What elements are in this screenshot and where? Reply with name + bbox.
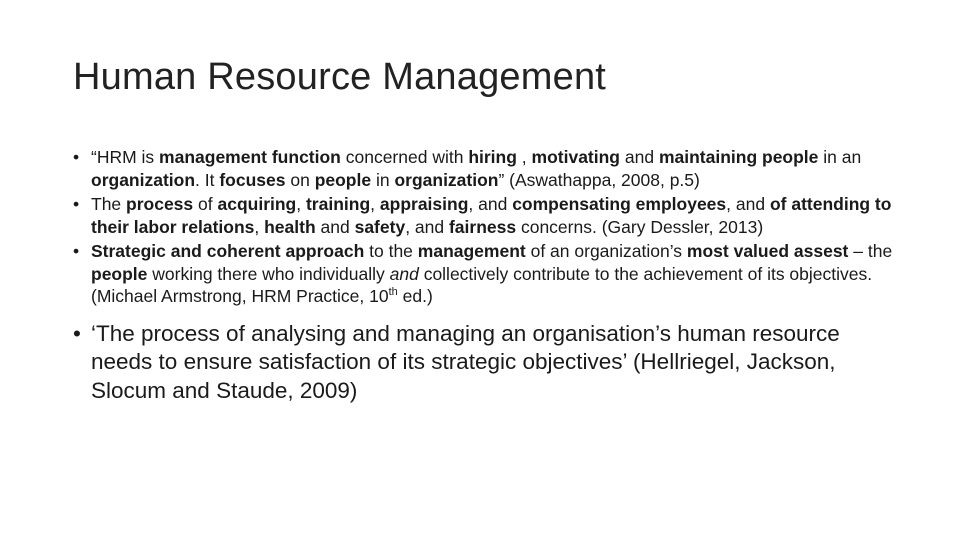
bullet-text-segment: ‘The process of analysing and managing an organisation’s human resource needs to ensure satisfaction of its strategic objectives’ (Hellriegel, Jackson, Slocum and Staude, 2009): [91, 320, 840, 403]
bullet-text-segment: to the: [364, 241, 418, 261]
bullet-text-segment: health: [264, 216, 316, 237]
bullet-item: [73, 146, 903, 191]
bullet-text-segment: and: [315, 216, 355, 237]
bullet-text-segment: , and: [405, 216, 449, 237]
bullet-text-segment: Strategic and coherent approach: [91, 241, 365, 261]
bullet-text-segment: hiring: [468, 147, 517, 167]
bullet-text-segment: “HRM is: [91, 147, 160, 167]
bullet-text-segment: of an organization’s: [525, 241, 687, 261]
bullet-text-segment: safety: [354, 216, 406, 237]
bullet-text-segment: people: [314, 169, 372, 190]
bullet-text-segment: of: [193, 194, 218, 214]
bullet-text-segment: process: [126, 194, 194, 214]
bullet-text-segment: working there who individually: [147, 263, 390, 284]
bullet-item: [73, 240, 903, 308]
bullet-text-segment: The: [91, 194, 127, 214]
bullet-text-segment: most valued assest: [686, 241, 849, 261]
bullet-text-segment: appraising: [379, 194, 469, 214]
bullet-text-segment: management function: [159, 147, 341, 167]
bullet-dot-icon: •: [73, 147, 80, 167]
bullet-text-segment: in: [371, 169, 395, 190]
bullet-text-segment: ,: [370, 194, 380, 214]
slide-title: Human Resource Management: [73, 56, 607, 98]
bullet-text-segment: fairness: [448, 216, 517, 237]
bullet-text-segment: motivating: [531, 147, 620, 167]
bullet-text-segment: of attending to their labor relations: [91, 194, 892, 237]
bullet-text-segment: ,: [516, 147, 532, 167]
bullet-text-segment: people: [91, 263, 148, 284]
bullet-dot-icon: •: [73, 241, 80, 261]
bullet-item: [73, 193, 903, 238]
bullet-text-segment: training: [305, 194, 371, 214]
bullet-text-segment: in an: [818, 147, 862, 167]
bullet-text-segment: collectively contribute to the achievement of its objectives. (Michael Armstrong, HRM Practice, 10: [91, 263, 873, 306]
bullet-text-segment: , and: [468, 194, 513, 214]
bullet-text-segment: focuses: [219, 169, 286, 190]
bullet-text-segment: organization: [394, 169, 499, 190]
bullet-text-segment: compensating employees: [512, 194, 727, 214]
bullet-text-segment: . It: [195, 169, 220, 190]
bullet-text-segment: – the: [848, 241, 893, 261]
bullet-item: [73, 320, 903, 406]
bullet-dot-icon: •: [73, 194, 80, 214]
bullet-list: [73, 146, 903, 405]
bullet-text-segment: management: [417, 241, 526, 261]
bullet-text-segment: , and: [726, 194, 770, 214]
bullet-text-segment: organization: [91, 169, 196, 190]
bullet-text-segment: ed.): [397, 286, 433, 306]
bullet-text-segment: on: [285, 169, 315, 190]
bullet-text-segment: concerned with: [340, 147, 469, 167]
bullet-text-segment: th: [388, 286, 398, 299]
bullet-text-segment: ,: [296, 194, 306, 214]
bullet-text-segment: acquiring: [217, 194, 297, 214]
bullet-text-segment: and: [389, 263, 419, 284]
bullet-text-segment: ,: [254, 216, 265, 237]
bullet-text-segment: concerns. (Gary Dessler, 2013): [516, 216, 764, 237]
bullet-dot-icon: •: [73, 320, 81, 346]
bullet-text-segment: maintaining people: [658, 147, 819, 167]
bullet-text-segment: ” (Aswathappa, 2008, p.5): [498, 169, 700, 190]
bullet-text-segment: and: [620, 147, 659, 167]
